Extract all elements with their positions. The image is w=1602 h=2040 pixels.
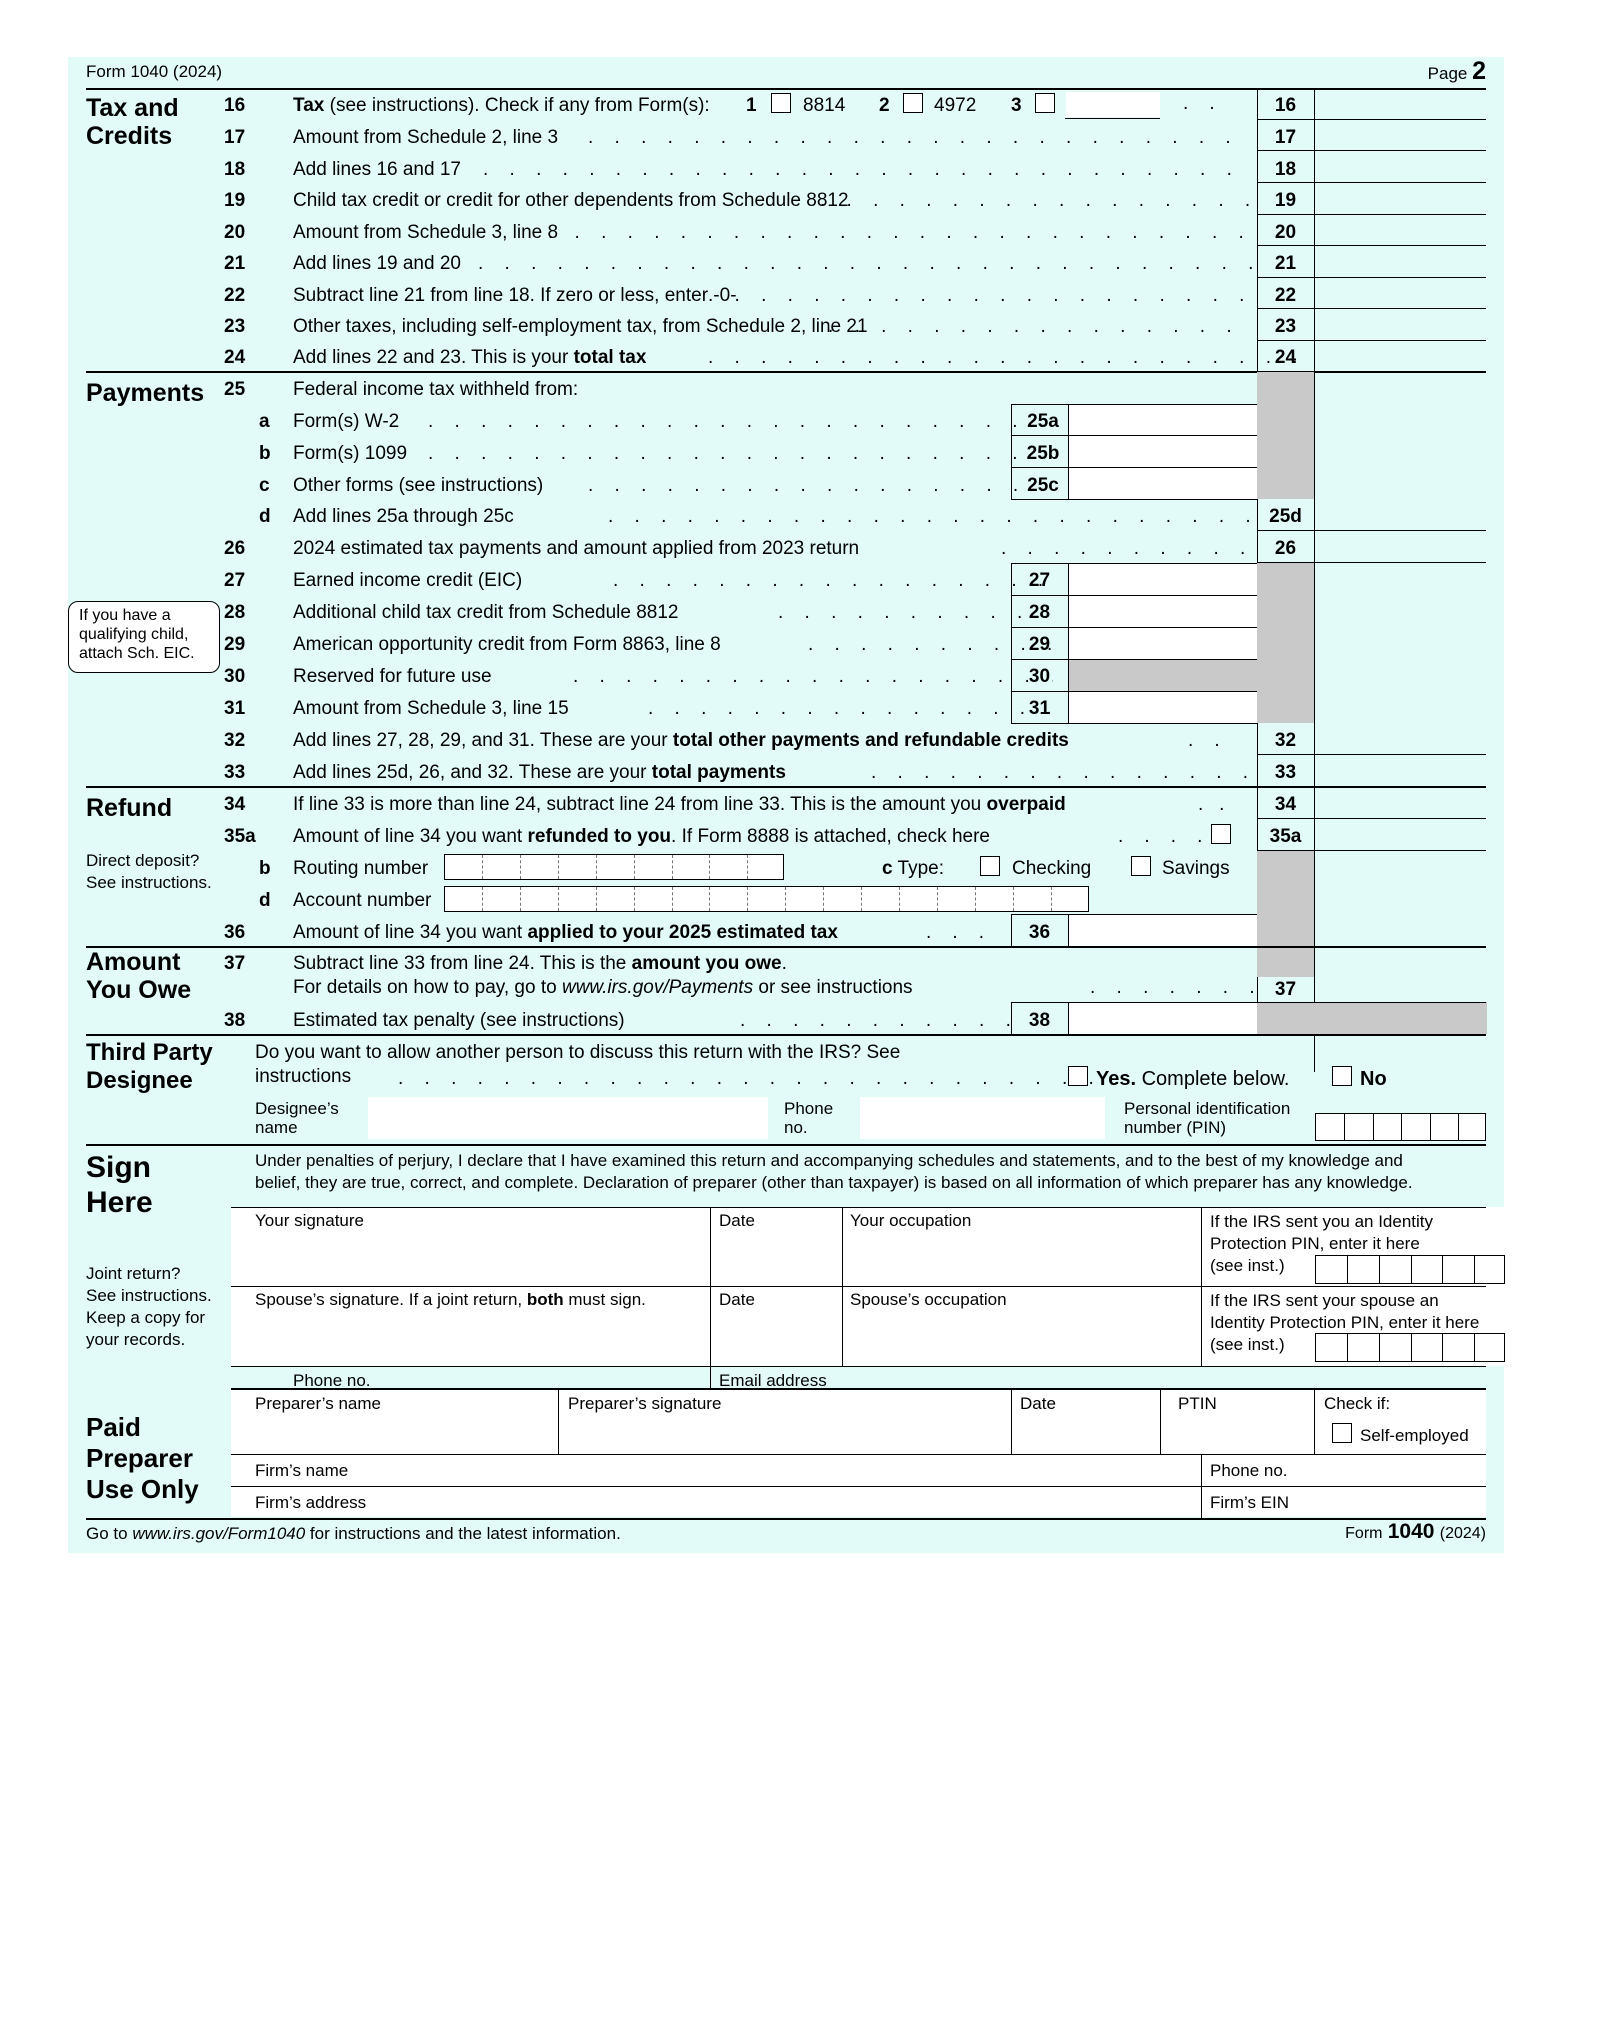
line-25b-label: Form(s) 1099	[293, 443, 408, 464]
checking-checkbox[interactable]	[980, 856, 1000, 876]
spouse-occupation-label: Spouse’s occupation	[850, 1290, 1007, 1309]
self-employed-checkbox[interactable]	[1332, 1423, 1352, 1443]
line-16-label: Tax (see instructions). Check if any from Form(s):	[293, 95, 710, 116]
firm-ein-label: Firm’s EIN	[1210, 1493, 1290, 1512]
line-36-label: Amount of line 34 you want applied to your 2025 estimated tax	[293, 922, 838, 943]
designee-yes-checkbox[interactable]	[1068, 1066, 1088, 1086]
tax-credits-title: Tax and Credits	[86, 94, 179, 150]
preparer-date-label: Date	[1020, 1394, 1056, 1413]
box-18: 18	[1274, 158, 1297, 180]
your-date-label: Date	[719, 1211, 755, 1230]
line-34-num: 34	[224, 794, 246, 815]
box-38: 38	[1028, 1010, 1051, 1031]
preparer-name-label: Preparer’s name	[255, 1394, 381, 1413]
spouse-ip-pin-label: If the IRS sent your spouse an Identity Protection PIN, enter it here (see inst.)	[1210, 1291, 1480, 1354]
line-25a-c-amounts[interactable]	[1068, 404, 1257, 499]
line-25-label: Federal income tax withheld from:	[293, 379, 579, 400]
line-25c-letter: c	[259, 475, 270, 496]
box-16: 16	[1274, 95, 1297, 116]
line-31-label: Amount from Schedule 3, line 15	[293, 698, 569, 719]
line-37-label: Subtract line 33 from line 24. This is the amount you owe.	[293, 953, 787, 974]
line-34-label: If line 33 is more than line 24, subtract line 24 from line 33. This is the amount you overpaid	[293, 794, 1066, 815]
designee-question: Do you want to allow another person to discuss this return with the IRS? See	[255, 1042, 901, 1063]
form-3-num: 3	[1011, 95, 1022, 116]
sign-here-title: Sign Here	[86, 1151, 153, 1219]
line-17-label: Amount from Schedule 2, line 3	[293, 127, 559, 148]
self-employed-label: Self-employed	[1360, 1426, 1469, 1445]
refund-title: Refund	[86, 794, 173, 822]
spouse-signature-field[interactable]	[232, 1313, 708, 1365]
box-17: 17	[1274, 127, 1297, 148]
line-38-amount[interactable]	[1068, 1003, 1257, 1034]
box-25a: 25a	[1027, 411, 1059, 432]
line-19-num: 19	[224, 190, 246, 211]
line-30-num: 30	[224, 666, 246, 687]
line-36-amount[interactable]	[1068, 915, 1257, 946]
box-25b: 25b	[1026, 443, 1060, 464]
line-25d-letter: d	[259, 506, 271, 527]
line-27-31-amounts[interactable]	[1068, 563, 1257, 723]
form-8814-label: 8814	[803, 95, 846, 116]
line-35a-num: 35a	[224, 826, 256, 847]
designee-phone-label: Phone no.	[784, 1099, 834, 1137]
designee-pin-label: Personal identification number (PIN)	[1124, 1099, 1291, 1137]
box-28: 28	[1028, 602, 1051, 623]
line-23-label: Other taxes, including self-employment tax, from Schedule 2, line 21	[293, 316, 868, 337]
box-31: 31	[1028, 698, 1051, 719]
email-label: Email address	[719, 1371, 827, 1390]
line-21-label: Add lines 19 and 20	[293, 253, 461, 274]
designee-name-label: Designee’s name	[255, 1099, 339, 1137]
box-25d: 25d	[1269, 506, 1302, 527]
line-35d-letter: d	[259, 890, 271, 911]
box-26: 26	[1274, 538, 1297, 559]
line-28-num: 28	[224, 602, 246, 623]
form-4972-label: 4972	[934, 95, 977, 116]
designee-instructions: instructions	[255, 1066, 352, 1087]
line-25d-label: Add lines 25a through 25c	[293, 506, 514, 527]
line-38-num: 38	[224, 1010, 246, 1031]
box-20: 20	[1274, 221, 1297, 243]
footer-form-id: Form 1040 (2024)	[1345, 1520, 1486, 1543]
box-35a: 35a	[1269, 826, 1302, 847]
form-3-input[interactable]	[1066, 92, 1160, 117]
preparer-phone-label: Phone no.	[1210, 1461, 1288, 1480]
line-33-num: 33	[224, 762, 246, 783]
check-if-label: Check if:	[1324, 1394, 1391, 1413]
line-18-num: 18	[224, 158, 246, 180]
account-number-label: Account number	[293, 890, 432, 911]
phone-label: Phone no.	[293, 1371, 371, 1390]
line-29-num: 29	[224, 634, 246, 655]
designee-no-label: No	[1360, 1068, 1387, 1090]
box-21: 21	[1274, 253, 1297, 274]
firm-address-label: Firm’s address	[255, 1493, 367, 1512]
box-22: 22	[1274, 284, 1297, 306]
savings-checkbox[interactable]	[1131, 856, 1151, 876]
line-25a-label: Form(s) W-2	[293, 411, 400, 432]
perjury-statement: Under penalties of perjury, I declare that I have examined this return and accompanying schedules and statements, and to the best of my knowledge and belief, they are true, correct, and complete. Declaration of preparer (other than taxpayer) is based on all information of which preparer has any knowledge.	[255, 1151, 1413, 1192]
line-27-label: Earned income credit (EIC)	[293, 570, 523, 591]
line-33-label: Add lines 25d, 26, and 32. These are your total payments	[293, 762, 786, 783]
paid-preparer-title: Paid Preparer Use Only	[86, 1412, 199, 1504]
line-25-num: 25	[224, 379, 246, 400]
designee-name-input[interactable]	[368, 1097, 768, 1139]
box-29: 29	[1028, 634, 1051, 655]
spouse-ip-pin-input[interactable]	[1315, 1333, 1505, 1362]
box-25c: 25c	[1027, 475, 1059, 496]
box-33: 33	[1274, 762, 1297, 783]
line-26-num: 26	[224, 538, 246, 559]
spouse-date-label: Date	[719, 1290, 755, 1309]
box-36: 36	[1028, 922, 1051, 943]
designee-title: Third Party Designee	[86, 1039, 213, 1094]
box-34: 34	[1274, 794, 1297, 815]
joint-return-note: Joint return? See instructions. Keep a copy for your records.	[86, 1264, 212, 1349]
designee-phone-input[interactable]	[860, 1097, 1105, 1139]
form-8814-checkbox[interactable]	[771, 93, 791, 113]
line-21-num: 21	[224, 253, 246, 274]
form-4972-checkbox[interactable]	[903, 93, 923, 113]
line-28-label: Additional child tax credit from Schedule 8812	[293, 602, 679, 623]
firm-name-label: Firm’s name	[255, 1461, 349, 1480]
routing-number-label: Routing number	[293, 858, 429, 879]
direct-deposit-note: Direct deposit?	[86, 851, 200, 870]
line-35a-label: Amount of line 34 you want refunded to you. If Form 8888 is attached, check here	[293, 826, 990, 847]
form-3-checkbox[interactable]	[1035, 93, 1055, 113]
form-1040-page-2: Form 1040 (2024) Page 2 Tax and Credits 16 Tax (see instructions). Check if any from Form(s): 1 8814 2 4972 3 . . 24 Add lines 22 and 23. This is your total tax . . . Payments 25 Federal income tax withheld from: a Form(s) W-2 . . . b Form(s) 1099 . . . c Other forms (see instructions) . . . 25a 25b 25c d Add lines 25a through 25c . . . 25d 26 2024 estimated tax payments and amount applied from 2023 return . . . 26 If you have a qualifying child, attach Sch. EIC. 32 Add lines 27, 28, 29, and 31. These are your total other payments and refundable credits . . 32 33 Add lines 25d, 26, and 32. These are your total payments . . . 33 Refund Direct deposit? See instructions. 34 If line 33 is more than line 24, subtract line 24 from line 33. This is the amount you overpaid . . 34 35a Amount of line 34 you want refunded to you. If Form 8888 is attached, check here . . . . 35a b Routing number c Type: Checking Savings d Account number 36 Amount of line 34 you want applied to your 2025 estimated tax . . . 36 Amount You Owe 37 Subtract line 33 from line 24. This is the amount you owe. For details on how to pay, go to www.irs.gov/Payments or see instructions . . . 37 38 Estimated tax penalty (see instructions) . . . 38 Third Party Designee Do you want to allow another person to discuss this return with the IRS? See instructions . . . Yes. Complete below. No Designee’s name Phone no. Personal identification number (PIN) Sign Here Joint return? See instructions. Keep a copy for your records. Under penalties of perjury, I declare that I have examined this return and accompanying schedules and statements, and to the best of my knowledge and belief, they are true, correct, and complete. Declaration of preparer (other than taxpayer) is based on all information of which preparer has any knowledge. Your signature Date Your occupation If the IRS sent you an Identity Protection PIN, enter it here (see inst.) Spouse’s signature. If a joint return, both must sign. Date Spouse’s occupation If the IRS sent your spouse an Identity Protection PIN, enter it here (see inst.) Phone no. Email address Paid Preparer Use Only Preparer’s name Preparer’s signature Date PTIN Check if: Self-employed Firm’s name Phone no. Firm’s address Firm’s EIN Go to www.irs.gov/Form1040 for instructions and the latest information. Form 1040 (2024) 17 Amount from Schedule 2, line 3 . . . 17 18 Add lines 16 and 17 . . . 18 19 Child tax credit or credit for other dependents from Schedule 8812 . . . 19 20 Amount from Schedule 3, line 8 . . . 20 21 Add lines 19 and 20 . . . 21 22 Subtract line 21 from line 18. If zero or less, enter -0- . . . 22 23 Other taxes, including self-employment tax, from Schedule 2, line 21 . . . 23 16 24 27 Earned income credit (EIC) . . . 27 28 Additional child tax credit from Schedule 8812 . . . 28 29 American opportunity credit from Form 8863, line 8 . . . 29 30 Reserved for future use . . . 30 31 Amount from Schedule 3, line 15 . . . 31	[68, 57, 1504, 1553]
box-27: 27	[1028, 570, 1051, 591]
line-22-label: Subtract line 21 from line 18. If zero or less, enter -0-	[293, 284, 737, 306]
line-37-payment-info: For details on how to pay, go to www.irs.gov/Payments or see instructions	[293, 977, 913, 998]
form-2-num: 2	[879, 95, 890, 116]
your-ip-pin-input[interactable]	[1315, 1255, 1505, 1284]
payments-title: Payments	[86, 379, 205, 407]
line-31-num: 31	[224, 698, 246, 719]
your-signature-field[interactable]	[232, 1233, 708, 1285]
page-number: Page 2	[1427, 57, 1486, 85]
line-37-num: 37	[224, 953, 246, 974]
preparer-signature-label: Preparer’s signature	[568, 1394, 722, 1413]
line-29-label: American opportunity credit from Form 8863, line 8	[293, 634, 721, 655]
designee-no-checkbox[interactable]	[1332, 1066, 1352, 1086]
line-22-num: 22	[224, 284, 246, 306]
your-ip-pin-label: If the IRS sent you an Identity Protection PIN, enter it here (see inst.)	[1210, 1212, 1434, 1275]
designee-yes-label: Yes. Complete below.	[1096, 1068, 1290, 1090]
form-1-num: 1	[746, 95, 757, 116]
line-17-num: 17	[224, 127, 246, 148]
routing-number-input[interactable]	[444, 854, 784, 880]
line-23-num: 23	[224, 316, 246, 337]
amount-owe-title: Amount You Owe	[86, 948, 192, 1004]
see-instructions-note: See instructions.	[86, 873, 212, 892]
line-18-label: Add lines 16 and 17	[293, 158, 461, 180]
ptin-label: PTIN	[1178, 1394, 1217, 1413]
savings-label: Savings	[1162, 858, 1230, 879]
line-35b-letter: b	[259, 858, 271, 879]
line-19-label: Child tax credit or credit for other dependents from Schedule 8812	[293, 190, 849, 211]
form-8888-checkbox[interactable]	[1211, 824, 1231, 844]
box-37: 37	[1274, 979, 1297, 1000]
line-30-label: Reserved for future use	[293, 666, 492, 687]
box-30: 30	[1028, 666, 1051, 687]
line-25c-label: Other forms (see instructions)	[293, 475, 544, 496]
line-20-label: Amount from Schedule 3, line 8	[293, 221, 559, 243]
your-signature-label: Your signature	[255, 1211, 365, 1230]
line-36-num: 36	[224, 922, 246, 943]
box-24: 24	[1274, 347, 1297, 368]
line-24-label: Add lines 22 and 23. This is your total tax	[293, 347, 647, 368]
line-27-num: 27	[224, 570, 246, 591]
line-16-num: 16	[224, 95, 246, 116]
box-19: 19	[1274, 190, 1297, 211]
line-20-num: 20	[224, 221, 246, 243]
line-32-num: 32	[224, 730, 246, 751]
line-25b-letter: b	[259, 443, 271, 464]
eic-callout: If you have a qualifying child, attach Sch. EIC.	[68, 601, 220, 673]
your-occupation-label: Your occupation	[850, 1211, 972, 1230]
footer-instructions: Go to www.irs.gov/Form1040 for instructions and the latest information.	[86, 1524, 621, 1543]
checking-label: Checking	[1012, 858, 1092, 879]
spouse-signature-label: Spouse’s signature. If a joint return, both must sign.	[255, 1290, 646, 1309]
box-23: 23	[1274, 316, 1297, 337]
line-38-label: Estimated tax penalty (see instructions)	[293, 1010, 625, 1031]
line-25a-letter: a	[259, 411, 270, 432]
line-32-label: Add lines 27, 28, 29, and 31. These are your total other payments and refundable credits	[293, 730, 1069, 751]
form-label: Form 1040 (2024)	[86, 62, 223, 81]
account-number-input[interactable]	[444, 886, 1089, 912]
line-26-label: 2024 estimated tax payments and amount applied from 2023 return	[293, 538, 860, 559]
designee-pin-input[interactable]	[1315, 1113, 1486, 1141]
account-type-label: c Type:	[882, 858, 944, 879]
box-32: 32	[1274, 730, 1297, 751]
line-24-num: 24	[224, 347, 246, 368]
